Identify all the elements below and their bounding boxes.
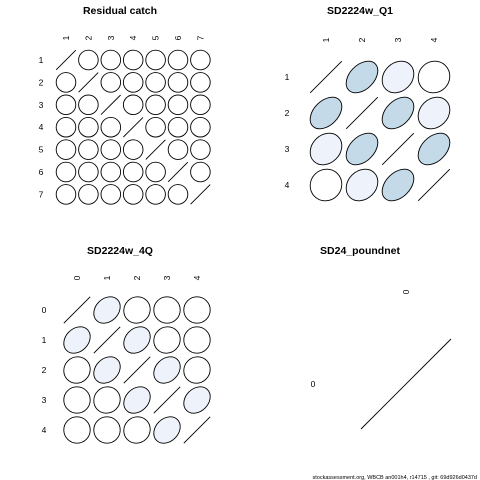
diagonal-mark-4 [154,387,180,413]
correlation-ellipse-r4-c3 [376,163,420,207]
correlation-ellipse-r1-c6 [164,46,192,74]
column-label-4: 4 [128,35,139,41]
correlation-ellipse-r3-c7 [187,91,215,119]
correlation-ellipse-r3-c2 [340,127,384,171]
correlation-ellipse-r1-c2 [88,291,125,328]
correlation-ellipse-r1-c3 [97,46,125,74]
row-label-5: 5 [38,144,44,155]
column-label-3: 3 [105,35,116,41]
diagonal-mark-6 [168,162,188,182]
correlation-ellipse-r6-c2 [75,158,103,186]
column-label-3: 3 [162,275,172,281]
diagonal-mark-5 [184,417,210,443]
column-label-6: 6 [173,35,183,41]
row-label-4: 4 [284,180,290,190]
correlation-ellipse-r6-c3 [97,158,125,186]
correlation-ellipse-r5-c6 [164,136,192,164]
correlation-ellipse-r7-c5 [142,181,170,209]
correlation-ellipse-r1-c4 [119,46,147,74]
correlation-ellipse-r6-c1 [52,158,80,186]
correlation-ellipse-r3-c4 [119,91,147,119]
diagonal-mark-3 [382,133,414,165]
correlation-ellipse-r4-c1 [52,113,80,141]
diagonal-mark-4 [123,117,143,137]
correlation-ellipse-r4-c7 [187,113,215,141]
panel-title-2: SD2224w_Q1 [327,5,393,17]
row-label-2: 2 [284,108,290,118]
diagonal-mark-2 [346,97,378,129]
diagonal-mark-7 [191,185,211,205]
row-label-0: 0 [310,379,316,389]
correlation-ellipse-r7-c6 [164,181,192,209]
correlation-ellipse-r2-c1 [58,321,95,358]
diagonal-mark-3 [124,357,150,383]
correlation-ellipse-r3-c5 [142,91,170,119]
diagonal-mark-1 [310,61,342,93]
row-label-2: 2 [41,365,47,375]
correlation-ellipse-r7-c3 [97,181,125,209]
correlation-ellipse-r2-c4 [412,91,456,135]
row-label-3: 3 [41,395,47,405]
correlation-ellipse-r1-c5 [142,46,170,74]
correlation-ellipse-r1-c2 [75,46,103,74]
correlation-ellipse-r5-c3 [118,411,155,448]
correlation-ellipse-r2-c7 [187,69,215,97]
column-label-2: 2 [83,35,94,41]
correlation-ellipse-r1-c3 [118,291,155,328]
diagonal-mark-2 [94,327,120,353]
row-label-3: 3 [38,99,44,110]
correlation-ellipse-r4-c1 [58,381,95,418]
correlation-ellipse-r5-c1 [52,136,80,164]
correlation-ellipse-r3-c5 [178,351,215,388]
correlation-ellipse-r1-c2 [340,55,384,99]
row-label-3: 3 [284,144,290,154]
correlation-ellipse-r6-c7 [187,158,215,186]
correlation-ellipse-r1-c7 [187,46,215,74]
column-label-3: 3 [393,37,403,43]
correlation-ellipse-r4-c3 [97,113,125,141]
correlation-ellipse-r3-c4 [412,127,456,171]
column-label-7: 7 [195,35,206,41]
column-label-1: 1 [321,37,331,43]
diagonal-mark-1 [361,339,451,429]
correlation-ellipse-r2-c1 [304,91,348,135]
row-label-4: 4 [41,425,47,435]
correlation-ellipse-r1-c4 [148,291,185,328]
diagonal-mark-2 [79,73,99,93]
column-label-2: 2 [132,275,142,281]
row-label-1: 1 [38,55,44,65]
diagonal-mark-1 [64,297,90,323]
row-label-1: 1 [41,335,47,345]
correlation-ellipse-r2-c1 [52,69,80,97]
diagonal-mark-4 [418,169,450,201]
correlation-ellipse-r4-c5 [142,113,170,141]
correlation-ellipse-r1-c5 [178,291,215,328]
correlation-ellipse-r6-c4 [119,158,147,186]
footer-text: stockassessment.org, WBCB an001h4, r14715 , git: 69d926d0437d [312,475,477,480]
panel-title-3: SD2224w_4Q [87,245,153,257]
row-label-1: 1 [284,72,290,82]
correlation-ellipse-r2-c3 [97,69,125,97]
column-label-5: 5 [150,35,161,41]
correlation-ellipse-r1-c3 [376,55,420,99]
column-label-4: 4 [192,275,202,281]
column-label-2: 2 [357,37,367,43]
correlation-ellipse-r2-c6 [164,69,192,97]
correlation-ellipse-r7-c4 [119,181,147,209]
correlation-ellipse-r5-c3 [97,136,125,164]
panel-title-1: Residual catch [82,5,158,17]
column-label-0: 0 [72,275,82,281]
correlation-ellipse-r1-c4 [412,55,457,100]
diagonal-mark-5 [146,140,166,160]
diagonal-mark-1 [56,50,76,70]
correlation-ellipse-r7-c1 [52,181,80,209]
correlation-ellipse-r4-c2 [88,381,125,418]
panel-title-4: SD24_poundnet [320,245,400,257]
column-label-1: 1 [102,275,112,281]
correlation-ellipse-r5-c2 [88,411,125,448]
correlation-ellipse-r2-c5 [178,321,215,358]
correlation-ellipse-r3-c2 [88,351,125,388]
correlation-ellipse-r4-c2 [340,163,384,207]
row-label-4: 4 [38,122,44,133]
row-label-2: 2 [38,77,44,88]
correlation-ellipse-r2-c4 [148,321,185,358]
correlation-ellipse-r3-c4 [148,351,185,388]
column-label-1: 1 [61,35,71,41]
correlation-ellipse-r5-c1 [58,411,95,448]
correlation-ellipse-r5-c2 [75,136,103,164]
row-label-7: 7 [38,189,44,200]
correlation-ellipse-r5-c7 [187,136,215,164]
correlation-ellipse-r2-c5 [142,69,170,97]
correlation-ellipse-r4-c3 [118,381,155,418]
correlation-ellipse-r5-c4 [148,411,185,448]
row-label-0: 0 [41,305,47,315]
correlation-ellipse-r4-c6 [164,113,192,141]
correlation-ellipse-r2-c3 [118,321,155,358]
row-label-6: 6 [38,167,44,177]
correlation-ellipse-r4-c5 [178,381,215,418]
diagonal-mark-3 [101,95,121,115]
correlation-ellipse-r3-c1 [52,91,80,119]
correlation-ellipse-r2-c4 [119,69,147,97]
correlation-ellipse-r2-c3 [376,91,420,135]
correlation-ellipse-r3-c6 [164,91,192,119]
column-label-4: 4 [429,37,439,43]
correlation-ellipse-r3-c1 [58,351,95,388]
correlation-ellipse-r6-c5 [142,158,170,186]
correlation-ellipse-r4-c2 [75,113,103,141]
correlation-ellipse-r3-c1 [304,127,348,171]
correlation-ellipse-r5-c4 [119,136,147,164]
correlation-ellipse-r3-c2 [75,91,103,119]
column-label-0: 0 [401,289,411,295]
correlation-ellipse-r4-c1 [304,163,349,208]
correlation-ellipse-r7-c2 [75,181,103,209]
